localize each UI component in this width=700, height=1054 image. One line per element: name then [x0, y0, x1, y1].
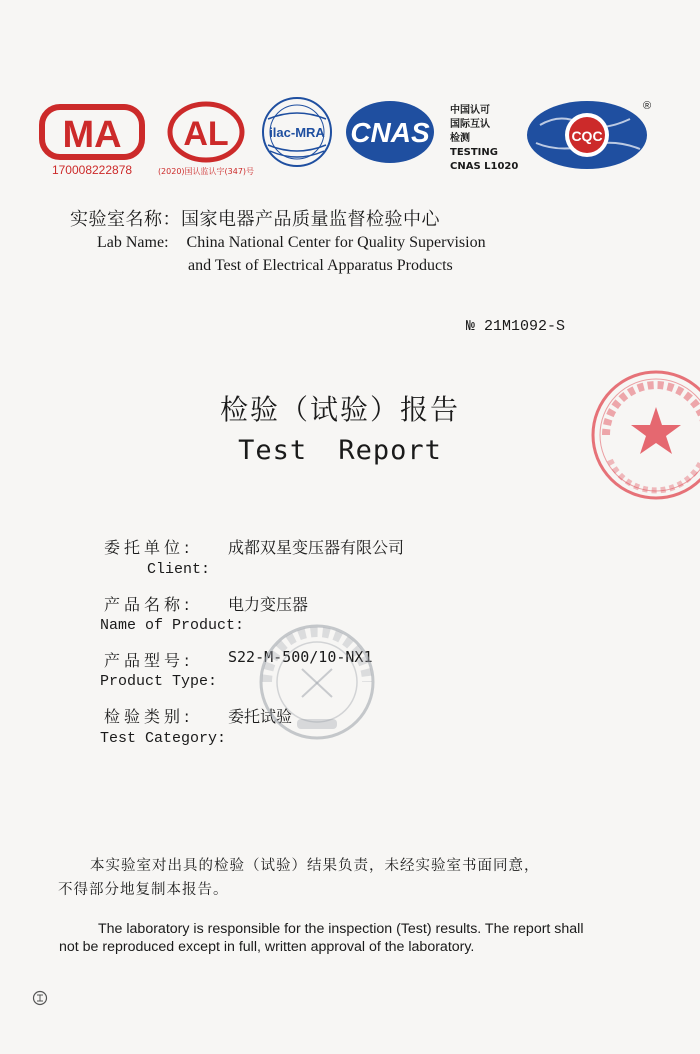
report-title-en: Test Report	[238, 435, 442, 466]
product-name-label-en: Name of Product:	[100, 617, 245, 634]
cnas-logo	[346, 101, 434, 163]
cnas-text-line2: 国际互认	[450, 119, 490, 130]
report-number: № 21M1092-S	[466, 318, 566, 335]
ilac-mra-logo	[263, 98, 331, 166]
statement-en-line2: not be reproduced except in full, written approval of the laboratory.	[59, 939, 475, 955]
accreditation-logos	[0, 95, 700, 185]
lab-name-cn: 实验室名称：国家电器产品质量监督检验中心	[70, 209, 440, 230]
cal-label: AL	[183, 115, 229, 153]
statement-cn-line1: 本实验室对出具的检验（试验）结果负责，未经实验室书面同意，	[90, 858, 540, 874]
registered-mark: ®	[643, 100, 652, 112]
cnas-text-line4: TESTING	[450, 147, 498, 158]
product-type-label-cn: 产品型号:	[104, 651, 194, 670]
test-category-value: 委托试验	[228, 707, 293, 726]
statement-en-line1: The laboratory is responsible for the inspection (Test) results. The report shall	[98, 921, 584, 937]
logos-svg	[0, 95, 700, 185]
product-type-label-en: Product Type:	[100, 673, 218, 690]
test-category-label-en: Test Category:	[100, 730, 227, 747]
client-label-cn: 委托单位:	[104, 538, 194, 557]
cnas-text-line5: CNAS L1020	[450, 161, 519, 172]
product-name-value: 电力变压器	[228, 595, 309, 614]
cnas-label: CNAS	[350, 117, 430, 148]
product-type-value: S22-M-500/10-NX1	[228, 648, 373, 666]
print-mark-svg	[32, 990, 48, 1006]
lab-name-en-line2: and Test of Electrical Apparatus Products	[188, 257, 453, 274]
report-title-cn: 检验（试验）报告	[219, 393, 460, 426]
gray-seal-svg	[252, 617, 382, 747]
cma-logo	[42, 107, 142, 177]
cma-number: 170008222878	[51, 163, 133, 177]
lab-name-en-line1	[97, 234, 486, 252]
statement-cn-line2: 不得部分地复制本报告。	[58, 882, 229, 898]
ilac-label: ilac-MRA	[269, 125, 325, 140]
client-value: 成都双星变压器有限公司	[228, 538, 405, 557]
product-name-label-cn: 产品名称:	[104, 595, 194, 614]
cma-label: MA	[62, 114, 122, 156]
cqc-logo	[527, 100, 651, 169]
cqc-label: CQC	[571, 128, 603, 144]
lab-name-en-text1: China National Center for Quality Supervision	[186, 234, 486, 251]
client-label-en: Client:	[147, 561, 211, 578]
cal-logo	[158, 104, 254, 176]
cnas-text-line3: 检测	[450, 133, 470, 144]
print-mark-icon	[32, 990, 48, 1006]
cal-caption: (2020)国认监认字(347)号	[157, 167, 255, 176]
cnas-text-line1: 中国认可	[450, 105, 490, 116]
cnas-text-block	[450, 103, 518, 172]
lab-name-en-label: Lab Name:	[97, 234, 169, 251]
test-category-label-cn: 检验类别:	[104, 707, 194, 726]
gray-inspection-seal	[252, 617, 382, 747]
